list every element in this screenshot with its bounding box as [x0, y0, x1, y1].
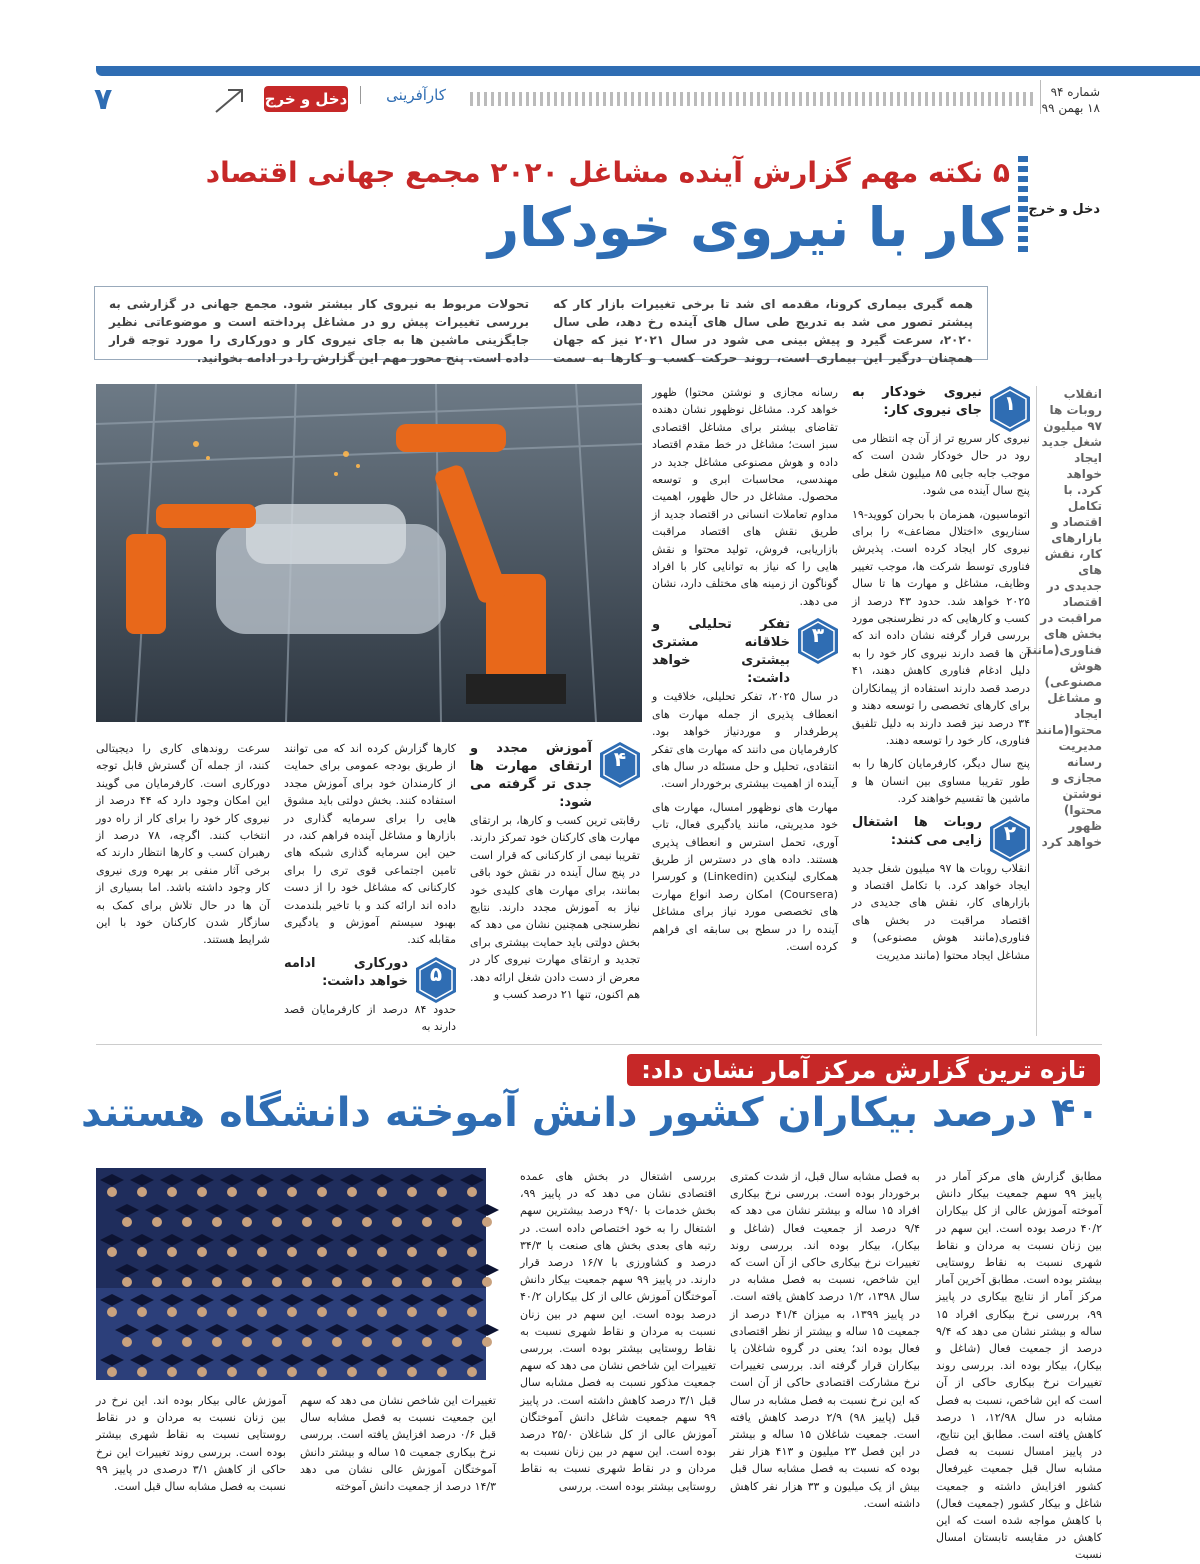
section-4: ۴ آموزش مجدد و ارتقای مهارت ها جدی تر گرفته می شود: [470, 740, 640, 812]
article-divider [96, 1044, 1102, 1045]
article1-column-4 [284, 740, 457, 1034]
graduate-face [377, 1247, 387, 1257]
graduate-face [257, 1367, 267, 1377]
article2-column-5: آموزش عالی بیکار بوده اند. این نرخ در بین زنان نسبت به مردان و در نقاط روستایی نسبت به نقاط شهری بیشتر بوده است. بررسی روند تغییرات این نرخ حاکی از کاهش ۳/۱ درصدی در پاییز ۹۹ نسبت به فصل مشابه سال قبل است. [96, 1394, 286, 1494]
section-5-heading: دورکاری ادامه خواهد داشت: [284, 955, 408, 989]
column-2-top: رسانه مجازی و نوشتن محتوا) ظهور خواهد کرد. مشاغل نوظهور نشان دهنده تقاضای بیشتر برای مشاغل اقتصادی سبز است؛ مشاغل در خط مقدم اقتصاد داده و هوش مصنوعی مشاغل جدید در مهندسی، محاسبات ابری و توسعه محصول. مشاغل در حال ظهور، اهمیت مداوم تعاملات انسانی در اقتصاد جدید از طریق نقش های اقتصاد مراقبت بازاریابی، فروش، تولید محتوا و نقش هایی را که نیاز به توانایی کار با افراد گوناگون از زمینه های مختلف دارد، نشان می دهد. [652, 386, 838, 608]
section-3-heading: تفکر تحلیلی و خلاقانه مشتری بیشتری خواهد داشت: [652, 617, 790, 687]
graduate-face [272, 1277, 282, 1287]
graduate-face [347, 1307, 357, 1317]
article2-column-4: تغییرات این شاخص نشان می دهد که سهم این جمعیت نسبت به فصل مشابه سال قبل ۰/۶ درصد افزایش یافته است. بررسی نرخ بیکاری جمعیت ۱۵ ساله و بیشتر دانش آموختگان آموزش عالی نشان می دهد ۱۴/۳ درصد از جمعیت دانش آموخته [300, 1394, 496, 1494]
graduate-face [167, 1307, 177, 1317]
graduate-face [137, 1307, 147, 1317]
article1-column-5 [96, 740, 270, 1010]
graduate-face [287, 1367, 297, 1377]
article1-column-1 [852, 384, 1030, 1004]
graduate-face [242, 1217, 252, 1227]
article2-column-3: بررسی اشتغال در بخش های عمده اقتصادی نشان می دهد که در پاییز ۹۹، بخش خدمات با ۴۹/۰ درصد بیشترین سهم اشتغال را به خود اختصاص داده است. در رتبه های بعدی بخش های صنعت با ۳۴/۳ درصد و کشاورزی با ۱۶/۷ درصد قرار دارند. در پاییز ۹۹ سهم جمعیت بیکار دانش آموختگان آموزش عالی از کل بیکاران ۴۰/۲ درصد بوده است. این سهم در بین زنان نسبت به مردان و نقاط شهری نسبت به نقاط روستایی بیشتر بوده است. بررسی تغییرات این شاخص نشان می دهد که سهم جمعیت مذکور نسبت به فصل مشابه سال قبل ۳/۱ درصد کاهش داشته است. در پاییز ۹۹ سهم جمعیت شاغل دانش آموختگان آموزش عالی از کل شاغلان ۲۵/۰ درصد بوده است. این سهم در بین زنان نسبت به مردان و در نقاط شهری نسبت به نقاط روستایی بیشتر بوده است. بررسی [520, 1170, 717, 1493]
graduate-face [317, 1247, 327, 1257]
article-kicker: ۵ نکته مهم گزارش آینده مشاغل ۲۰۲۰ مجمع جهانی اقتصاد [205, 156, 1010, 189]
graduate-face [197, 1367, 207, 1377]
graduate-face [392, 1217, 402, 1227]
graduate-face [407, 1187, 417, 1197]
section-1-body: نیروی کار سریع تر از آن چه انتظار می رود در حال خودکار شدن است که موجب جابه جایی ۸۵ میلیون شغل طی پنج سال آینده می شود. [852, 432, 1030, 498]
graduates-image [96, 1168, 486, 1380]
graduate-face [257, 1307, 267, 1317]
graduate-face [347, 1367, 357, 1377]
article2-column-1: مطابق گزارش های مرکز آمار در پاییز ۹۹ سهم جمعیت بیکار دانش آموخته آموزش عالی از کل بیکاران ۴۰/۲ درصد بوده است. این سهم در بین زنان نسبت به مردان و نقاط شهری نسبت به نقاط روستایی بیشتر بوده است. مطابق آخرین آمار مرکز آمار از نتایج بیکاری در پاییز ۹۹، بررسی نرخ بیکاری افراد ۱۵ ساله و بیشتر نشان می دهد که ۹/۴ درصد از جمعیت فعال (شاغل و بیکار)، بیکار بوده اند. بررسی روند تغییرات نرخ بیکاری حاکی از آن است که این شاخص، نسبت به فصل مشابه در سال ۱۲/۹۸، ۱ درصد کاهش یافته است. مطابق این نتایج، در پاییز امسال نسبت به فصل مشابه سال قبل جمعیت غیرفعال کشور افزایش داشته و جمعیت شاغل و بیکار کشور (جمعیت فعال) با کاهش مواجه شده است که این کاهش در مقایسه تابستان امسال نسبت [936, 1170, 1102, 1562]
page-number: ۷ [94, 82, 113, 117]
graduate-face [257, 1247, 267, 1257]
column-2-bottom: مهارت های نوظهور امسال، مهارت های خود مدیریتی، مانند یادگیری فعال، تاب آوری، تحمل استرس و انعطاف پذیری هستند. داده های در دسترس از طریق همکاری لینکدین (Linkedin) و کورسرا (Coursera) امکان رصد انواع مهارت های تخصصی مورد نیاز برای مشاغل آینده را در سطح بی سابقه ای فراهم کرده است. [652, 800, 838, 953]
graduate-face [242, 1337, 252, 1347]
graduate-face [362, 1217, 372, 1227]
section-3-body: در سال ۲۰۲۵، تفکر تحلیلی، خلاقیت و انعطاف پذیری از جمله مهارت های پرطرفدار و موردنیاز خواهد بود. کارفرمایان می دانند که مهارت های تفکر انتقادی، تحلیل و حل مسئله در سال های آینده از اهمیت بیشتری برخوردار است. [652, 690, 838, 791]
graduate-face [437, 1307, 447, 1317]
graduate-face [182, 1277, 192, 1287]
graduate-face [392, 1337, 402, 1347]
section-1-cont2: پنج سال دیگر، کارفرمایان کارها را به طور تقریبا مساوی بین انسان ها و ماشین ها تقسیم خواهند کرد. [852, 757, 1030, 806]
graduate-face [227, 1187, 237, 1197]
graduate-face [107, 1367, 117, 1377]
lead-box [94, 286, 988, 365]
graduate-face [482, 1217, 492, 1227]
graduate-face [347, 1247, 357, 1257]
article2-title: ۴۰ درصد بیکاران کشور دانش آموخته دانشگاه هستند [80, 1090, 1100, 1136]
column-5-text: سرعت روندهای کاری را دیجیتالی کنند، از جمله آن گسترش قابل توجه دورکاری است. کارفرمایان می گویند این امکان وجود دارد که ۴۴ درصد از نیروی کار خود را برای کار از راه دور انتخاب کنند. اگرچه، ۷۸ درصد از رهبران کسب و کارها انتظار دارند که برخی آثار منفی بر بهره وری نیروی کار وجود داشته باشد. اما بسیاری از آن ها در حال تلاش برای کمک به سازگار شدن کارکنان خود با این شرایط هستند. [96, 742, 271, 947]
svg-text:دخل و خرج: دخل و خرج [264, 90, 348, 108]
graduate-face [332, 1217, 342, 1227]
section-5-body: حدود ۸۴ درصد از کارفرمایان قصد دارند به [284, 1002, 457, 1034]
section-label: کارآفرینی [360, 86, 471, 104]
article-source: دخل و خرج [1028, 202, 1100, 217]
graduate-face [467, 1187, 477, 1197]
graduate-face [167, 1367, 177, 1377]
graduate-face [317, 1187, 327, 1197]
graduate-face [287, 1247, 297, 1257]
graduate-face [107, 1247, 117, 1257]
arrow-icon [212, 86, 246, 114]
section-4-heading: آموزش مجدد و ارتقای مهارت ها جدی تر گرفته می شود: [470, 741, 592, 810]
graduate-face [437, 1367, 447, 1377]
graduate-face [182, 1217, 192, 1227]
graduate-face [137, 1187, 147, 1197]
graduate-face [152, 1217, 162, 1227]
article2-kicker: تازه ترین گزارش مرکز آمار نشان داد: [627, 1054, 1100, 1086]
graduate-face [377, 1187, 387, 1197]
graduate-face [422, 1337, 432, 1347]
article1-column-3 [470, 740, 640, 1010]
graduate-face [212, 1277, 222, 1287]
graduate-face [407, 1307, 417, 1317]
graduate-face [362, 1277, 372, 1287]
graduate-face [302, 1217, 312, 1227]
dotted-rule [470, 92, 1035, 106]
robot-factory-image [96, 384, 642, 722]
graduate-face [482, 1337, 492, 1347]
graduate-face [317, 1367, 327, 1377]
graduate-face [467, 1367, 477, 1377]
section-2: ۲ روبات ها اشتغال زایی می کنند: [852, 814, 1030, 860]
graduate-face [377, 1307, 387, 1317]
section-2-heading: روبات ها اشتغال زایی می کنند: [852, 814, 982, 848]
graduate-face [197, 1247, 207, 1257]
graduate-face [347, 1187, 357, 1197]
graduate-face [377, 1367, 387, 1377]
graduate-face [272, 1217, 282, 1227]
article-title: کار با نیروی خودکار [488, 196, 1010, 259]
graduate-face [107, 1187, 117, 1197]
graduate-face [152, 1337, 162, 1347]
graduate-face [197, 1307, 207, 1317]
graduate-face [482, 1277, 492, 1287]
article2-column-2: به فصل مشابه سال قبل، از شدت کمتری برخوردار بوده است. بررسی نرخ بیکاری افراد ۱۵ ساله و بیشتر نشان می دهد که ۹/۴ درصد از جمعیت فعال (شاغل و بیکار)، بیکار بوده اند. بررسی روند تغییرات نرخ بیکاری حاکی از آن است که این شاخص، نسبت به فصل مشابه در سال ۱۳۹۸، ۱/۲ درصد کاهش یافته است. در پاییز ۱۳۹۹، به میزان ۴۱/۴ درصد از جمعیت ۱۵ ساله و بیشتر از نظر اقتصادی فعال بوده اند؛ یعنی در گروه شاغلان یا بیکاران قرار گرفته اند. بررسی تغییرات نرخ مشارکت اقتصادی حاکی از آن است که این نرخ نسبت به فصل مشابه در سال قبل (پاییز ۹۸) ۲/۹ درصد کاهش یافته است. جمعیت شاغلان ۱۵ ساله و بیشتر در این فصل ۲۳ میلیون و ۴۱۳ هزار نفر بوده که نسبت به فصل مشابه سال قبل بیش از یک میلیون و ۳۳ هزار نفر کاهش داشته است. [730, 1170, 921, 1510]
graduate-face [452, 1277, 462, 1287]
section-1-cont: اتوماسیون، همزمان با بحران کووید-۱۹ سناریوی «اختلال مضاعف» را برای نیروی کار ایجاد کرده است. پذیرش فناوری توسط شرکت ها، موجب تغییر وظایف، مشاغل و مهارت ها تا سال ۲۰۲۵ خواهد شد. حدود ۴۳ درصد از کسب و کارهایی که در نظرسنجی مورد بررسی قرار گرفته نشان داده اند که آن ها قصد دارند نیروی کار خود را به دلیل ادغام فناوری کاهش دهند، ۴۱ درصد قصد دارند استفاده از پیمانکاران برای کارهای تخصصی را توسعه دهند و ۳۴ درصد نیز قصد دارند به دلیل تلفیق فناوری، کار خود را توسعه دهند. [852, 507, 1031, 747]
column-4-text: کارها گزارش کرده اند که می توانند از طریق بودجه عمومی برای حمایت از کارمندان خود برای آموزش مجدد استفاده کنند. بخش دولتی باید مشوق هایی را برای سرمایه گذاری در بازارها و مشاغل آینده فراهم کند، در حین این سرمایه گذاری شبکه های تامین اجتماعی قوی تری را برای کارکنانی که مشاغل خود را از دست داده اند ارائه کند و با تاخیر بلندمدت بهبود سیستم آموزش و یادگیری مقابله کند. [284, 742, 456, 947]
top-bar [96, 66, 1200, 76]
graduate-face [392, 1277, 402, 1287]
graduate-face [407, 1367, 417, 1377]
graduate-face [107, 1307, 117, 1317]
graduate-face [407, 1247, 417, 1257]
section-1: ۱ نیروی خودکار به جای نیروی کار: [852, 384, 1030, 430]
lead-text: همه گیری بیماری کرونا، مقدمه ای شد تا برخی تغییرات بازار کار که پیشتر تصور می شد به تدریج طی سال های آینده رخ دهد، طی سال ۲۰۲۰، سرعت گیرد و پیش بینی می شود در سال ۲۰۲۱ نیز که جهان همچنان درگیر این بیماری است، روند حرکت کسب و کارها به سمت تحولات مربوط به نیروی کار بیشتر شود. مجمع جهانی در گزارشی به بررسی تغییرات پیش رو در مشاغل پرداخته است و موضوعاتی نظیر جایگزینی ماشین ها به جای نیروی کار و دورکاری را مورد توجه قرار داده است. پنج محور مهم این گزارش را در ادامه بخوانید. [109, 297, 974, 365]
graduate-face [437, 1187, 447, 1197]
graduate-face [122, 1217, 132, 1227]
graduate-face [332, 1277, 342, 1287]
sidebar-quote: انقلاب روبات ها ۹۷ میلیون شغل جدید ایجاد خواهد کرد. با تکامل اقتصاد و بازارهای کار، نقش های جدیدی در اقتصاد مراقبت در بخش های فناوری(مانند هوش مصنوعی) و مشاغل ایجاد محتوا(مانند مدیریت رسانه مجازی و نوشتن محتوا) ظهور خواهد کرد [1025, 387, 1102, 849]
graduate-face [467, 1307, 477, 1317]
graduate-face [227, 1307, 237, 1317]
issue-number: شماره ۹۴ [1050, 85, 1100, 99]
graduate-face [332, 1337, 342, 1347]
article1-column-2 [652, 384, 838, 1004]
section-4-body: رقابتی ترین کسب و کارها، بر ارتقای مهارت های کارکنان خود تمرکز دارند. تقریبا نیمی از کارکنانی که قرار است در پنج سال آینده در نقش خود باقی بمانند، برای مهارت های کلیدی خود نیاز به آموزش مجدد دارند. نتایج نظرسنجی همچنین نشان می دهد که بخش دولتی باید حمایت بیشتری برای تجدید و ارتقای مهارت نیروی کار در معرض از دست دادن شغل ارائه دهد. هم اکنون، تنها ۲۱ درصد کسب و [470, 814, 640, 1002]
graduate-face [287, 1187, 297, 1197]
section-2-body: انقلاب روبات ها ۹۷ میلیون شغل جدید ایجاد خواهد کرد. با تکامل اقتصاد و بازارهای کار، نقش های جدیدی در اقتصاد مراقبت در بخش های فناوری(مانند هوش مصنوعی) و مشاغل ایجاد محتوا (مانند مدیریت [852, 861, 1030, 962]
section-3: ۳ تفکر تحلیلی و خلاقانه مشتری بیشتری خواهد داشت: [652, 616, 838, 688]
graduate-face [437, 1247, 447, 1257]
graduate-face [302, 1277, 312, 1287]
graduate-face [422, 1277, 432, 1287]
graduate-face [287, 1307, 297, 1317]
header-divider [1040, 80, 1041, 114]
section-1-heading: نیروی خودکار به جای نیروی کار: [852, 385, 982, 418]
graduate-face [302, 1337, 312, 1347]
graduate-face [467, 1247, 477, 1257]
graduate-face [197, 1187, 207, 1197]
graduate-face [137, 1367, 147, 1377]
issue-date: ۱۸ بهمن ۹۹ [1041, 101, 1100, 115]
graduate-face [242, 1277, 252, 1287]
graduate-face [212, 1217, 222, 1227]
graduate-face [122, 1337, 132, 1347]
sidebar-rule [1036, 386, 1037, 1036]
magazine-logo [264, 86, 348, 112]
graduate-face [152, 1277, 162, 1287]
graduate-face [452, 1217, 462, 1227]
graduate-face [317, 1307, 327, 1317]
source-bar [1018, 156, 1028, 252]
graduate-face [227, 1367, 237, 1377]
graduate-face [167, 1247, 177, 1257]
graduate-face [137, 1247, 147, 1257]
graduate-face [227, 1247, 237, 1257]
graduate-face [362, 1337, 372, 1347]
graduate-face [167, 1187, 177, 1197]
graduate-face [272, 1337, 282, 1347]
graduate-face [452, 1337, 462, 1347]
graduate-face [182, 1337, 192, 1347]
graduate-face [212, 1337, 222, 1347]
graduate-face [122, 1277, 132, 1287]
graduate-face [257, 1187, 267, 1197]
section-5: ۵ دورکاری ادامه خواهد داشت: [284, 955, 456, 1001]
graduate-face [422, 1217, 432, 1227]
